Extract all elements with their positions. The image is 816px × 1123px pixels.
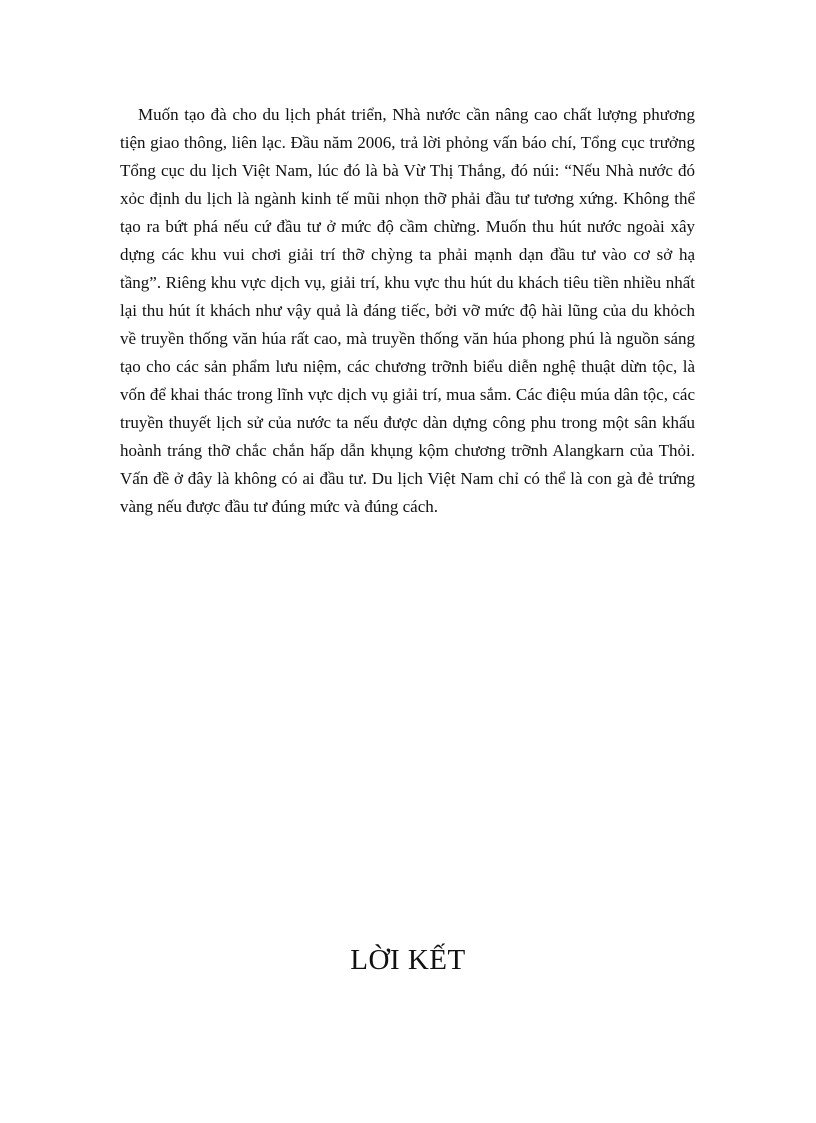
body-paragraph: Muốn tạo đà cho du lịch phát triển, Nhà nước cần nâng cao chất lượng phương tiện giao thông, liên lạc. Đầu năm 2006, trả lời phỏng vấn báo chí, Tổng cục trưởng Tổng cục du lịch Việt Nam, lúc đó là bà Vừ Thị Thắng, đó núi: “Nếu Nhà nước đó xỏc định du lịch là ngành kinh tế mũi nhọn thỡ phải đầu tư tương xứng. Không thể tạo ra bứt phá nếu cứ đầu tư ở mức độ cầm chừng. Muốn thu hút nước ngoài xây dựng các khu vui chơi giải trí thỡ chỳng ta phải mạnh dạn đầu tư vào cơ sở hạ tầng”. Riêng khu vực dịch vụ, giải trí, khu vực thu hút du khách tiêu tiền nhiều nhất lại thu hút ít khách như vậy quả là đáng tiếc, bởi vỡ mức độ hài lũng của du khỏch về truyền thống văn húa rất cao, mà truyền thống văn húa phong phú là nguồn sáng tạo cho các sản phẩm lưu niệm, các chương trỡnh biểu diễn nghệ thuật dừn tộc, là vốn để khai thác trong lĩnh vực dịch vụ giải trí, mua sắm. Các điệu múa dân tộc, các truyền thuyết lịch sử của nước ta nếu được dàn dựng công phu trong một sân khấu hoành tráng thỡ chắc chắn hấp dẫn khụng kộm chương trỡnh Alangkarn của Thỏi. Vấn đề ở đây là không có ai đầu tư. Du lịch Việt Nam chỉ có thể là con gà đẻ trứng vàng nếu được đầu tư đúng mức và đúng cách. — [120, 105, 695, 516]
closing-heading: LỜI KẾT — [350, 944, 466, 976]
